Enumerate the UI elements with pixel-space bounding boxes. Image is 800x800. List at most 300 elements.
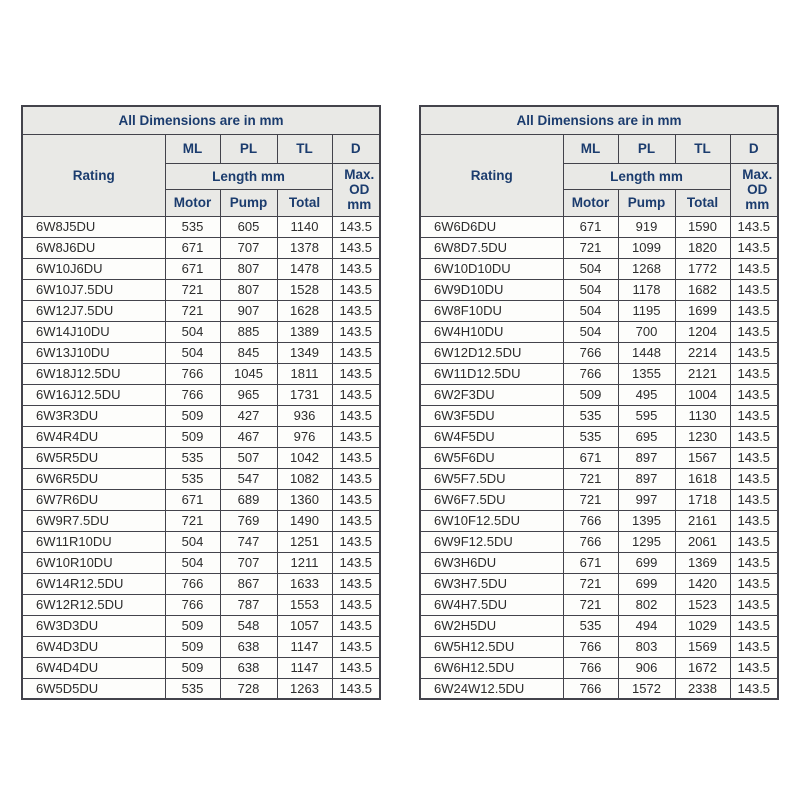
- max-od-cell: 143.5: [332, 321, 380, 342]
- rating-cell: 6W5R5DU: [22, 447, 165, 468]
- rating-cell: 6W7R6DU: [22, 489, 165, 510]
- pump-length-cell: 965: [220, 384, 277, 405]
- rating-cell: 6W2H5DU: [420, 615, 563, 636]
- motor-length-cell: 504: [563, 321, 618, 342]
- max-od-cell: 143.5: [332, 300, 380, 321]
- pump-length-cell: 595: [618, 405, 675, 426]
- motor-length-cell: 671: [165, 237, 220, 258]
- pump-length-cell: 1195: [618, 300, 675, 321]
- table-row: [420, 216, 778, 237]
- total-length-cell: 1360: [277, 489, 332, 510]
- max-od-cell: 143.5: [730, 279, 778, 300]
- pump-length-cell: 845: [220, 342, 277, 363]
- total-length-cell: 1369: [675, 552, 730, 573]
- pump-length-cell: 547: [220, 468, 277, 489]
- max-od-cell: 143.5: [332, 468, 380, 489]
- rating-cell: 6W3R3DU: [22, 405, 165, 426]
- total-length-cell: 2121: [675, 363, 730, 384]
- table-row: [420, 279, 778, 300]
- rating-cell: 6W12J7.5DU: [22, 300, 165, 321]
- rating-cell: 6W8F10DU: [420, 300, 563, 321]
- motor-length-cell: 535: [165, 216, 220, 237]
- rating-cell: 6W12D12.5DU: [420, 342, 563, 363]
- total-length-cell: 936: [277, 405, 332, 426]
- table-row: [22, 552, 380, 573]
- table-row: [420, 237, 778, 258]
- table-row: [420, 258, 778, 279]
- total-length-cell: 1811: [277, 363, 332, 384]
- pump-length-cell: 807: [220, 279, 277, 300]
- pump-length-cell: 605: [220, 216, 277, 237]
- total-length-cell: 1478: [277, 258, 332, 279]
- total-length-cell: 1211: [277, 552, 332, 573]
- table-row: [420, 678, 778, 699]
- pump-length-cell: 897: [618, 468, 675, 489]
- motor-length-cell: 535: [165, 447, 220, 468]
- table-row: [420, 321, 778, 342]
- motor-length-cell: 504: [563, 279, 618, 300]
- total-length-cell: 1628: [277, 300, 332, 321]
- total-length-cell: 1057: [277, 615, 332, 636]
- table-row: [22, 258, 380, 279]
- col-header-total: Total: [675, 189, 730, 216]
- motor-length-cell: 766: [563, 678, 618, 699]
- motor-length-cell: 721: [165, 510, 220, 531]
- table-row: [420, 636, 778, 657]
- rating-cell: 6W10D10DU: [420, 258, 563, 279]
- pump-length-cell: 807: [220, 258, 277, 279]
- table-row: [22, 489, 380, 510]
- table-caption: All Dimensions are in mm: [22, 106, 380, 134]
- total-length-cell: 1718: [675, 489, 730, 510]
- table-row: [420, 363, 778, 384]
- motor-length-cell: 535: [165, 468, 220, 489]
- pump-length-cell: 728: [220, 678, 277, 699]
- max-od-cell: 143.5: [332, 678, 380, 699]
- motor-length-cell: 721: [563, 594, 618, 615]
- table-row: [22, 657, 380, 678]
- motor-length-cell: 766: [563, 531, 618, 552]
- rating-cell: 6W8J5DU: [22, 216, 165, 237]
- table-row: [420, 573, 778, 594]
- table-row: [420, 300, 778, 321]
- rating-cell: 6W14J10DU: [22, 321, 165, 342]
- rating-cell: 6W3H7.5DU: [420, 573, 563, 594]
- motor-length-cell: 504: [165, 342, 220, 363]
- total-length-cell: 1204: [675, 321, 730, 342]
- max-od-cell: 143.5: [332, 384, 380, 405]
- pump-length-cell: 867: [220, 573, 277, 594]
- col-header-length-group: Length mm: [165, 163, 332, 189]
- table-row: [420, 468, 778, 489]
- rating-cell: 6W4H7.5DU: [420, 594, 563, 615]
- total-length-cell: 1523: [675, 594, 730, 615]
- pump-length-cell: 1395: [618, 510, 675, 531]
- total-length-cell: 1082: [277, 468, 332, 489]
- col-header-total: Total: [277, 189, 332, 216]
- table-row: [420, 342, 778, 363]
- table-row: [420, 552, 778, 573]
- rating-cell: 6W4R4DU: [22, 426, 165, 447]
- max-od-cell: 143.5: [730, 363, 778, 384]
- table-row: [420, 384, 778, 405]
- rating-cell: 6W9D10DU: [420, 279, 563, 300]
- table-row: [22, 636, 380, 657]
- rating-cell: 6W11D12.5DU: [420, 363, 563, 384]
- max-od-cell: 143.5: [730, 489, 778, 510]
- total-length-cell: 1042: [277, 447, 332, 468]
- col-header-rating: Rating: [22, 134, 165, 216]
- total-length-cell: 1420: [675, 573, 730, 594]
- rating-cell: 6W3F5DU: [420, 405, 563, 426]
- table-row: [22, 321, 380, 342]
- rating-cell: 6W8J6DU: [22, 237, 165, 258]
- col-header-length-group: Length mm: [563, 163, 730, 189]
- table-row: [420, 426, 778, 447]
- pump-length-cell: 699: [618, 552, 675, 573]
- pump-length-cell: 495: [618, 384, 675, 405]
- max-od-cell: 143.5: [332, 573, 380, 594]
- rating-cell: 6W14R12.5DU: [22, 573, 165, 594]
- pump-length-cell: 695: [618, 426, 675, 447]
- pump-length-cell: 427: [220, 405, 277, 426]
- max-od-cell: 143.5: [730, 594, 778, 615]
- max-od-cell: 143.5: [730, 510, 778, 531]
- pump-length-cell: 906: [618, 657, 675, 678]
- total-length-cell: 1147: [277, 636, 332, 657]
- table-row: [22, 615, 380, 636]
- rating-cell: 6W10R10DU: [22, 552, 165, 573]
- max-od-cell: 143.5: [730, 384, 778, 405]
- pump-length-cell: 1268: [618, 258, 675, 279]
- table-row: [420, 447, 778, 468]
- col-header-pump: Pump: [220, 189, 277, 216]
- pump-length-cell: 707: [220, 237, 277, 258]
- table-row: [22, 363, 380, 384]
- motor-length-cell: 766: [563, 363, 618, 384]
- table-row: [22, 279, 380, 300]
- total-length-cell: 1251: [277, 531, 332, 552]
- col-header-ml: ML: [165, 134, 220, 163]
- motor-length-cell: 721: [563, 573, 618, 594]
- rating-cell: 6W5F6DU: [420, 447, 563, 468]
- max-od-line: Max.: [742, 167, 773, 182]
- rating-cell: 6W5D5DU: [22, 678, 165, 699]
- motor-length-cell: 721: [563, 489, 618, 510]
- col-header-motor: Motor: [165, 189, 220, 216]
- table-row: [420, 489, 778, 510]
- motor-length-cell: 504: [165, 552, 220, 573]
- pump-length-cell: 507: [220, 447, 277, 468]
- table-row: [420, 405, 778, 426]
- motor-length-cell: 671: [563, 552, 618, 573]
- motor-length-cell: 671: [165, 489, 220, 510]
- pump-length-cell: 769: [220, 510, 277, 531]
- max-od-line: OD: [349, 182, 370, 197]
- table-row: [22, 300, 380, 321]
- pump-length-cell: 1572: [618, 678, 675, 699]
- col-header-d: D: [730, 134, 778, 163]
- max-od-cell: 143.5: [332, 447, 380, 468]
- rating-cell: 6W18J12.5DU: [22, 363, 165, 384]
- pump-length-cell: 689: [220, 489, 277, 510]
- pump-length-cell: 638: [220, 636, 277, 657]
- motor-length-cell: 504: [563, 300, 618, 321]
- rating-cell: 6W4F5DU: [420, 426, 563, 447]
- table-row: [420, 510, 778, 531]
- table-caption: All Dimensions are in mm: [420, 106, 778, 134]
- rating-cell: 6W24W12.5DU: [420, 678, 563, 699]
- col-header-rating: Rating: [420, 134, 563, 216]
- max-od-cell: 143.5: [730, 300, 778, 321]
- total-length-cell: 1567: [675, 447, 730, 468]
- max-od-cell: 143.5: [332, 489, 380, 510]
- max-od-cell: 143.5: [730, 342, 778, 363]
- rating-cell: 6W10J7.5DU: [22, 279, 165, 300]
- motor-length-cell: 509: [165, 405, 220, 426]
- pump-length-cell: 1295: [618, 531, 675, 552]
- total-length-cell: 1618: [675, 468, 730, 489]
- pump-length-cell: 885: [220, 321, 277, 342]
- table-row: [22, 531, 380, 552]
- col-header-tl: TL: [277, 134, 332, 163]
- table-header: [420, 106, 778, 216]
- max-od-cell: 143.5: [332, 510, 380, 531]
- pump-length-cell: 997: [618, 489, 675, 510]
- max-od-cell: 143.5: [730, 216, 778, 237]
- max-od-cell: 143.5: [730, 405, 778, 426]
- pump-length-cell: 1099: [618, 237, 675, 258]
- pump-length-cell: 1355: [618, 363, 675, 384]
- pump-length-cell: 787: [220, 594, 277, 615]
- max-od-cell: 143.5: [730, 531, 778, 552]
- motor-length-cell: 535: [563, 426, 618, 447]
- total-length-cell: 1140: [277, 216, 332, 237]
- max-od-cell: 143.5: [332, 363, 380, 384]
- table-row: [22, 573, 380, 594]
- total-length-cell: 1820: [675, 237, 730, 258]
- total-length-cell: 1490: [277, 510, 332, 531]
- pump-length-cell: 638: [220, 657, 277, 678]
- pump-length-cell: 1178: [618, 279, 675, 300]
- total-length-cell: 1263: [277, 678, 332, 699]
- total-length-cell: 976: [277, 426, 332, 447]
- rating-cell: 6W6H12.5DU: [420, 657, 563, 678]
- max-od-cell: 143.5: [730, 678, 778, 699]
- rating-cell: 6W9F12.5DU: [420, 531, 563, 552]
- max-od-cell: 143.5: [332, 657, 380, 678]
- col-header-max-od: [332, 163, 380, 216]
- max-od-cell: 143.5: [332, 279, 380, 300]
- pump-length-cell: 707: [220, 552, 277, 573]
- motor-length-cell: 509: [165, 657, 220, 678]
- motor-length-cell: 766: [165, 363, 220, 384]
- table-body: [22, 216, 380, 699]
- total-length-cell: 1147: [277, 657, 332, 678]
- max-od-cell: 143.5: [332, 594, 380, 615]
- rating-cell: 6W10F12.5DU: [420, 510, 563, 531]
- table-row: [420, 594, 778, 615]
- motor-length-cell: 766: [165, 594, 220, 615]
- motor-length-cell: 535: [563, 615, 618, 636]
- max-od-cell: 143.5: [730, 615, 778, 636]
- pump-length-cell: 907: [220, 300, 277, 321]
- motor-length-cell: 671: [165, 258, 220, 279]
- max-od-cell: 143.5: [730, 636, 778, 657]
- total-length-cell: 1699: [675, 300, 730, 321]
- table-row: [22, 447, 380, 468]
- max-od-line: mm: [347, 197, 372, 212]
- total-length-cell: 1349: [277, 342, 332, 363]
- motor-length-cell: 766: [563, 510, 618, 531]
- motor-length-cell: 721: [563, 237, 618, 258]
- max-od-cell: 143.5: [332, 405, 380, 426]
- motor-length-cell: 766: [165, 573, 220, 594]
- total-length-cell: 1528: [277, 279, 332, 300]
- max-od-cell: 143.5: [730, 657, 778, 678]
- rating-cell: 6W3D3DU: [22, 615, 165, 636]
- rating-cell: 6W5H12.5DU: [420, 636, 563, 657]
- total-length-cell: 1569: [675, 636, 730, 657]
- pump-length-cell: 747: [220, 531, 277, 552]
- dimensions-table-left: [21, 105, 381, 700]
- max-od-cell: 143.5: [332, 531, 380, 552]
- motor-length-cell: 671: [563, 216, 618, 237]
- rating-cell: 6W2F3DU: [420, 384, 563, 405]
- max-od-cell: 143.5: [332, 426, 380, 447]
- table-row: [420, 657, 778, 678]
- motor-length-cell: 766: [563, 342, 618, 363]
- max-od-cell: 143.5: [730, 552, 778, 573]
- pump-length-cell: 699: [618, 573, 675, 594]
- motor-length-cell: 721: [165, 300, 220, 321]
- motor-length-cell: 721: [165, 279, 220, 300]
- table-header: [22, 106, 380, 216]
- total-length-cell: 1590: [675, 216, 730, 237]
- table-row: [22, 510, 380, 531]
- pump-length-cell: 803: [618, 636, 675, 657]
- table-row: [22, 594, 380, 615]
- motor-length-cell: 766: [165, 384, 220, 405]
- table-row: [22, 384, 380, 405]
- total-length-cell: 1731: [277, 384, 332, 405]
- rating-cell: 6W5F7.5DU: [420, 468, 563, 489]
- dimensions-table-right: [419, 105, 779, 700]
- rating-cell: 6W6D6DU: [420, 216, 563, 237]
- max-od-cell: 143.5: [332, 342, 380, 363]
- total-length-cell: 1130: [675, 405, 730, 426]
- max-od-cell: 143.5: [332, 636, 380, 657]
- total-length-cell: 1029: [675, 615, 730, 636]
- rating-cell: 6W4D4DU: [22, 657, 165, 678]
- rating-cell: 6W8D7.5DU: [420, 237, 563, 258]
- table-row: [22, 405, 380, 426]
- max-od-cell: 143.5: [332, 258, 380, 279]
- col-header-motor: Motor: [563, 189, 618, 216]
- col-header-ml: ML: [563, 134, 618, 163]
- pump-length-cell: 802: [618, 594, 675, 615]
- motor-length-cell: 535: [165, 678, 220, 699]
- rating-cell: 6W3H6DU: [420, 552, 563, 573]
- max-od-cell: 143.5: [730, 237, 778, 258]
- col-header-pl: PL: [618, 134, 675, 163]
- table-row: [22, 426, 380, 447]
- motor-length-cell: 766: [563, 657, 618, 678]
- total-length-cell: 2161: [675, 510, 730, 531]
- motor-length-cell: 504: [165, 531, 220, 552]
- max-od-cell: 143.5: [332, 216, 380, 237]
- table-body: [420, 216, 778, 699]
- max-od-cell: 143.5: [730, 426, 778, 447]
- motor-length-cell: 504: [563, 258, 618, 279]
- motor-length-cell: 509: [165, 615, 220, 636]
- table-row: [22, 342, 380, 363]
- max-od-cell: 143.5: [730, 573, 778, 594]
- rating-cell: 6W6R5DU: [22, 468, 165, 489]
- max-od-cell: 143.5: [730, 447, 778, 468]
- table-row: [22, 468, 380, 489]
- pump-length-cell: 548: [220, 615, 277, 636]
- motor-length-cell: 671: [563, 447, 618, 468]
- col-header-pl: PL: [220, 134, 277, 163]
- pump-length-cell: 1045: [220, 363, 277, 384]
- rating-cell: 6W11R10DU: [22, 531, 165, 552]
- motor-length-cell: 535: [563, 405, 618, 426]
- rating-cell: 6W6F7.5DU: [420, 489, 563, 510]
- motor-length-cell: 509: [165, 426, 220, 447]
- max-od-cell: 143.5: [332, 552, 380, 573]
- table-row: [22, 678, 380, 699]
- rating-cell: 6W4D3DU: [22, 636, 165, 657]
- motor-length-cell: 504: [165, 321, 220, 342]
- motor-length-cell: 721: [563, 468, 618, 489]
- max-od-cell: 143.5: [332, 237, 380, 258]
- total-length-cell: 1772: [675, 258, 730, 279]
- table-row: [420, 615, 778, 636]
- rating-cell: 6W10J6DU: [22, 258, 165, 279]
- total-length-cell: 2214: [675, 342, 730, 363]
- total-length-cell: 1682: [675, 279, 730, 300]
- col-header-d: D: [332, 134, 380, 163]
- max-od-line: Max.: [344, 167, 375, 182]
- pump-length-cell: 700: [618, 321, 675, 342]
- col-header-tl: TL: [675, 134, 730, 163]
- rating-cell: 6W16J12.5DU: [22, 384, 165, 405]
- pump-length-cell: 1448: [618, 342, 675, 363]
- max-od-line: OD: [747, 182, 768, 197]
- table-row: [22, 216, 380, 237]
- motor-length-cell: 766: [563, 636, 618, 657]
- total-length-cell: 1553: [277, 594, 332, 615]
- table-row: [22, 237, 380, 258]
- max-od-cell: 143.5: [332, 615, 380, 636]
- motor-length-cell: 509: [563, 384, 618, 405]
- total-length-cell: 2061: [675, 531, 730, 552]
- total-length-cell: 1004: [675, 384, 730, 405]
- pump-length-cell: 919: [618, 216, 675, 237]
- max-od-cell: 143.5: [730, 321, 778, 342]
- table-row: [420, 531, 778, 552]
- rating-cell: 6W13J10DU: [22, 342, 165, 363]
- col-header-pump: Pump: [618, 189, 675, 216]
- max-od-cell: 143.5: [730, 468, 778, 489]
- total-length-cell: 1389: [277, 321, 332, 342]
- pump-length-cell: 897: [618, 447, 675, 468]
- rating-cell: 6W4H10DU: [420, 321, 563, 342]
- motor-length-cell: 509: [165, 636, 220, 657]
- rating-cell: 6W12R12.5DU: [22, 594, 165, 615]
- max-od-line: mm: [745, 197, 770, 212]
